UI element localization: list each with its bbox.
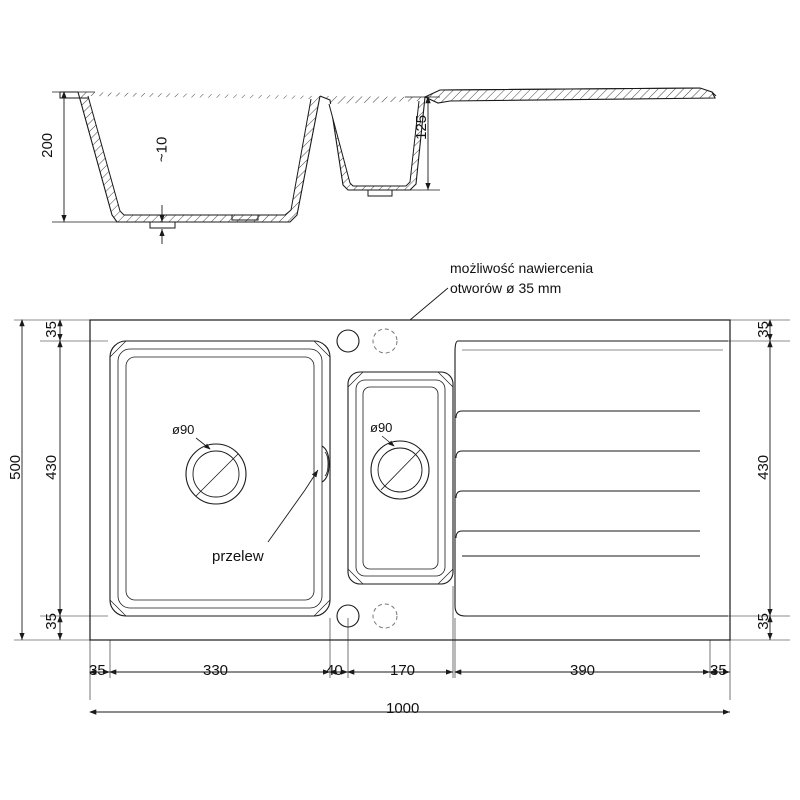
label-right-margin-top: 35 xyxy=(754,321,772,338)
label-total-width: 1000 xyxy=(386,700,420,717)
label-dim-h-2: 40 xyxy=(326,662,343,679)
section-view xyxy=(52,88,716,244)
note-drill-holes-line2: otworów ø 35 mm xyxy=(450,280,562,296)
label-dim-h-1: 330 xyxy=(203,662,229,679)
plan-view xyxy=(90,320,730,640)
label-dim-h-5: 35 xyxy=(710,662,727,679)
label-overflow: przelew xyxy=(212,548,264,565)
note-drill-holes-line1: możliwość nawiercenia xyxy=(450,260,594,276)
label-depth-main-bowl: 200 xyxy=(39,132,57,158)
label-left-height-inner: 430 xyxy=(43,454,61,480)
label-dim-h-4: 390 xyxy=(570,662,596,679)
label-dim-h-0: 35 xyxy=(89,662,106,679)
label-dim-h-3: 170 xyxy=(390,662,416,679)
label-right-margin-bottom: 35 xyxy=(754,613,772,630)
label-depth-small-bowl: 125 xyxy=(413,114,431,140)
label-left-margin-top: 35 xyxy=(42,321,60,338)
label-right-height-inner: 430 xyxy=(755,454,773,480)
label-total-height: 500 xyxy=(7,454,25,480)
label-drain-main: ø90 xyxy=(172,422,195,437)
label-drain-small: ø90 xyxy=(370,420,393,435)
label-material-thickness: ~10 xyxy=(153,136,171,163)
label-left-margin-bottom: 35 xyxy=(42,613,60,630)
